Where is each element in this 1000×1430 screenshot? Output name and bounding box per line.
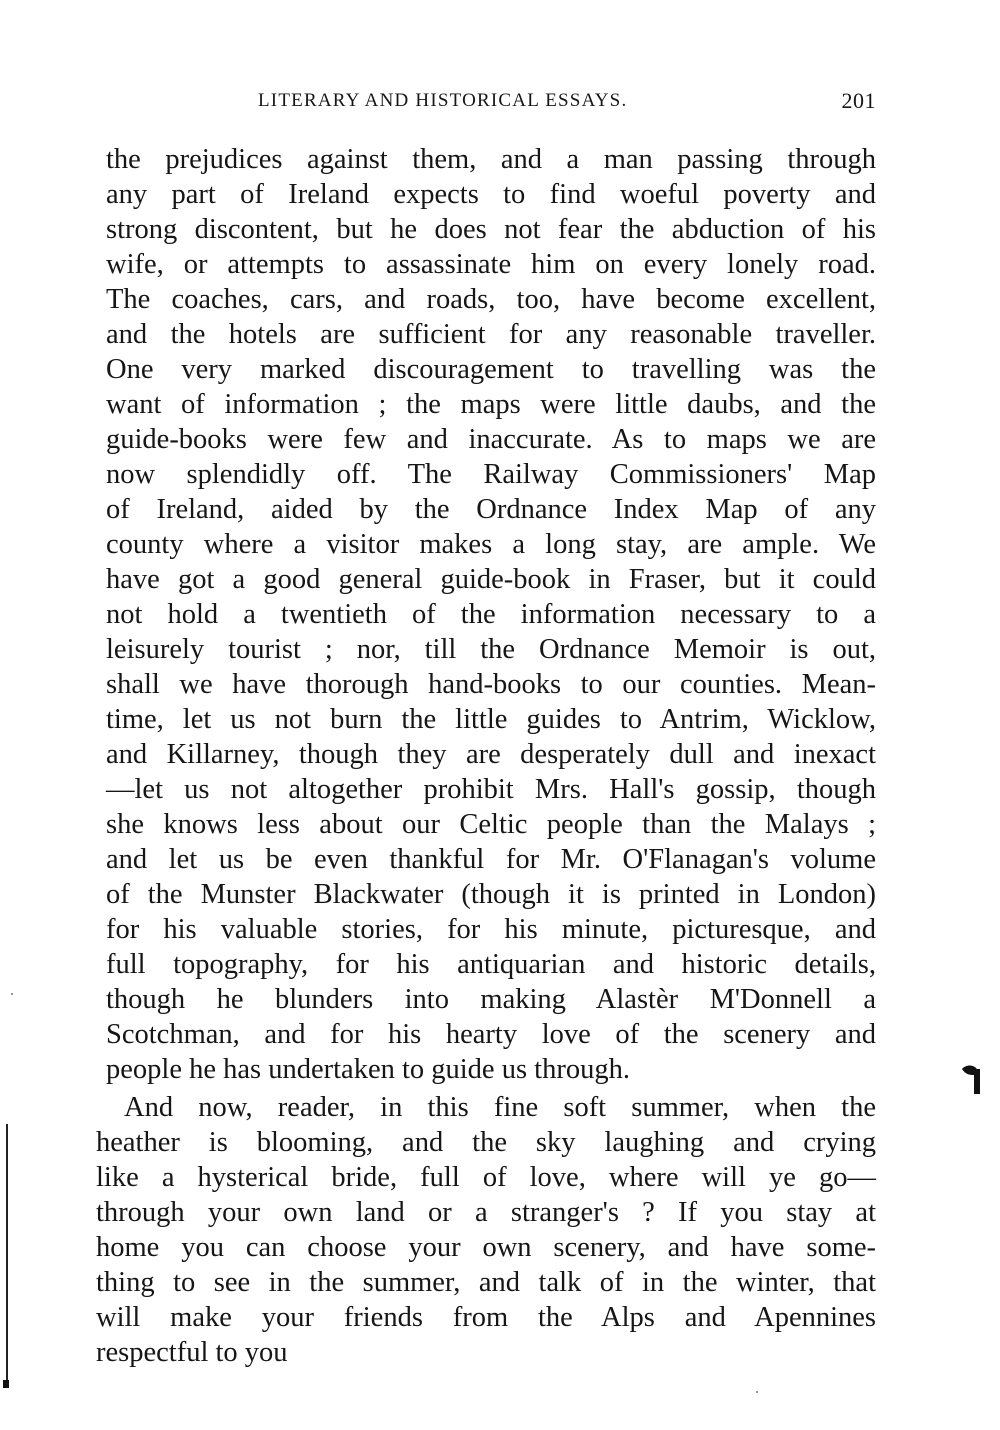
text-line: through your own land or a stranger's ? If you stay at [96,1197,876,1228]
text-line: people he has undertaken to guide us through. [106,1054,630,1085]
speck-icon [11,993,13,995]
paragraph-1 [106,142,876,1087]
pilcrow-mark-icon [960,1063,984,1097]
text-line: thing to see in the summer, and talk of in the winter, that [96,1267,876,1298]
paragraph-2 [96,1090,876,1370]
text-line: like a hysterical bride, full of love, where will ye go— [96,1162,876,1193]
text-line: of the Munster Blackwater (though it is printed in London) [106,879,876,910]
text-line: and Killarney, though they are desperately dull and inexact [106,739,876,770]
text-line: leisurely tourist ; nor, till the Ordnance Memoir is out, [106,634,876,665]
text-line: though he blunders into making Alastèr M'Donnell a [106,984,876,1015]
text-line: not hold a twentieth of the information necessary to a [106,599,876,630]
margin-rule-icon [6,1124,8,1380]
text-line: respectful to you [96,1337,288,1368]
running-head [258,86,876,116]
text-line: want of information ; the maps were little daubs, and the [106,389,876,420]
text-line: heather is blooming, and the sky laughing and crying [96,1127,876,1158]
text-line: have got a good general guide-book in Fraser, but it could [106,564,876,595]
margin-tick-icon [3,1380,9,1388]
running-title: LITERARY AND HISTORICAL ESSAYS. [258,90,628,111]
text-line: any part of Ireland expects to find woeful poverty and [106,179,876,210]
text-line: for his valuable stories, for his minute, picturesque, and [106,914,876,945]
text-line: home you can choose your own scenery, and have some- [96,1232,876,1263]
text-line: One very marked discouragement to travelling was the [106,354,876,385]
text-line: of Ireland, aided by the Ordnance Index Map of any [106,494,876,525]
page-number: 201 [841,88,876,113]
text-line: full topography, for his antiquarian and historic details, [106,949,876,980]
text-line: county where a visitor makes a long stay, are ample. We [106,529,876,560]
text-line: guide-books were few and inaccurate. As to maps we are [106,424,876,455]
text-line: Scotchman, and for his hearty love of the scenery and [106,1019,876,1050]
text-line: and the hotels are sufficient for any reasonable traveller. [106,319,876,350]
text-line: now splendidly off. The Railway Commissioners' Map [106,459,876,490]
text-line: she knows less about our Celtic people than the Malays ; [106,809,876,840]
text-line: will make your friends from the Alps and Apennines [96,1302,876,1333]
text-line: strong discontent, but he does not fear the abduction of his [106,214,876,245]
speck-icon [756,1391,758,1393]
text-line: And now, reader, in this fine soft summer, when the [124,1092,876,1123]
text-line: wife, or attempts to assassinate him on every lonely road. [106,249,876,280]
body-text [96,142,876,1370]
text-line: The coaches, cars, and roads, too, have become excellent, [106,284,876,315]
text-line: time, let us not burn the little guides to Antrim, Wicklow, [106,704,876,735]
text-line: —let us not altogether prohibit Mrs. Hall's gossip, though [106,774,876,805]
text-line: shall we have thorough hand-books to our counties. Mean- [106,669,876,700]
text-line: and let us be even thankful for Mr. O'Flanagan's volume [106,844,876,875]
text-line: the prejudices against them, and a man passing through [106,144,876,175]
